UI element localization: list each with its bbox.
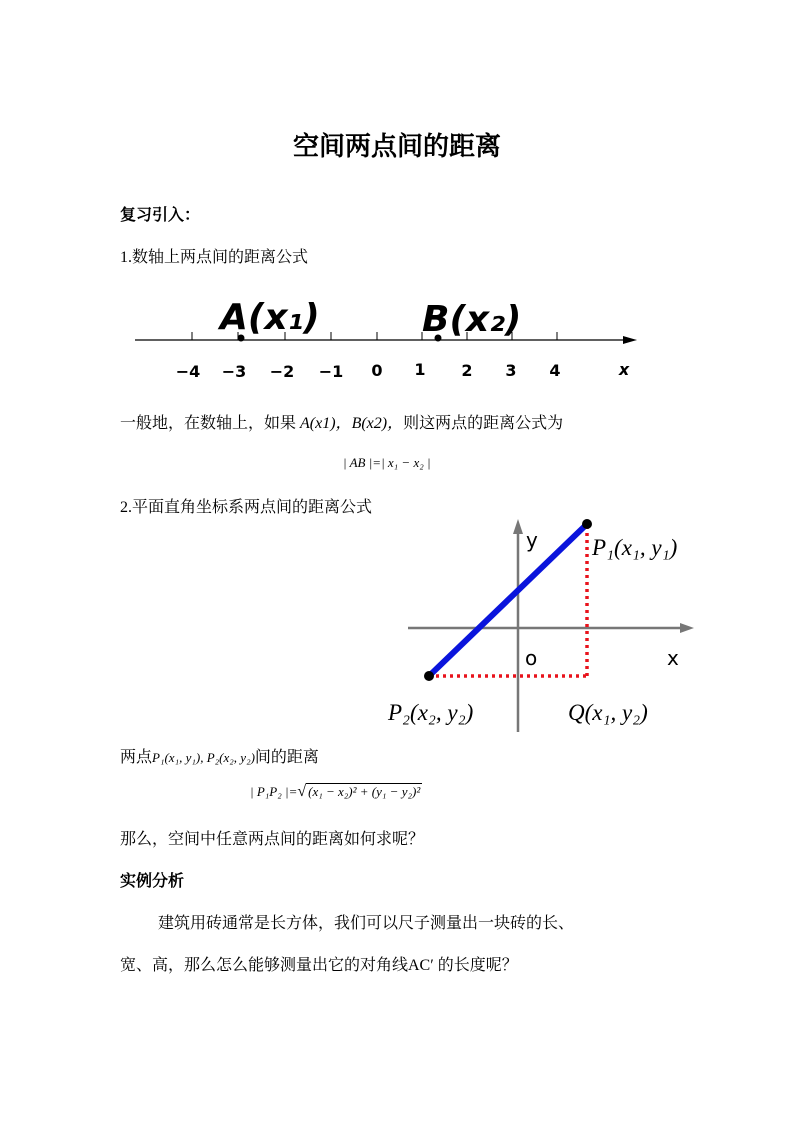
item2-points: P₁(x₁, y₁), P₂(x₂, y₂) xyxy=(152,750,255,765)
item1-heading: 1.数轴上两点间的距离公式 xyxy=(120,249,309,266)
tick-label-neg1: −1 xyxy=(318,362,344,381)
item1-point-b: B(x2)， xyxy=(351,415,404,432)
item2-text-before: 两点 xyxy=(120,749,153,766)
tick-label-neg4: −4 xyxy=(175,362,201,381)
tick-label-4: 4 xyxy=(549,361,561,380)
p2-label: P₂(x₂, y₂) xyxy=(388,700,474,725)
number-line-figure xyxy=(120,288,660,388)
x-axis-label: x xyxy=(667,646,679,670)
page-title: 空间两点间的距离 xyxy=(292,132,501,161)
axis-arrow-icon xyxy=(623,336,637,344)
item2-text-after: 间的距离 xyxy=(254,749,319,766)
example-heading: 实例分析 xyxy=(120,873,185,890)
item2-formula-lhs: | P₁P₂ |= xyxy=(250,784,298,799)
item2-paragraph xyxy=(120,744,319,767)
example-line-2: 宽、高，那么怎么能够测量出它的对角线AC′ 的长度呢？ xyxy=(120,957,518,974)
segment-p1p2 xyxy=(429,524,587,676)
item2-formula xyxy=(250,783,422,801)
p1-label: P₁(x₁, y₁) xyxy=(592,535,678,560)
review-heading: 复习引入： xyxy=(120,207,201,224)
question-line: 那么，空间中任意两点间的距离如何求呢？ xyxy=(120,831,425,848)
tick-label-neg3: −3 xyxy=(221,362,247,381)
origin-label: o xyxy=(525,646,538,670)
point-b-label: B(x₂) xyxy=(422,299,522,340)
item1-paragraph xyxy=(120,410,563,433)
point-a-label: A(x₁) xyxy=(220,297,320,338)
point-p1-dot xyxy=(582,519,592,529)
sqrt-icon: √ xyxy=(297,783,307,800)
item2-formula-radicand: (x₁ − x₂)² + (y₁ − y₂)² xyxy=(308,784,421,799)
q-label: Q(x₁, y₂) xyxy=(568,700,648,725)
tick-label-neg2: −2 xyxy=(269,362,295,381)
tick-label-2: 2 xyxy=(461,361,473,380)
coordinate-figure xyxy=(380,510,710,740)
tick-label-0: 0 xyxy=(371,361,383,380)
y-axis-label: y xyxy=(526,528,538,552)
item1-text-after: 则这两点的距离公式为 xyxy=(403,415,564,432)
item2-heading: 2.平面直角坐标系两点间的距离公式 xyxy=(120,499,373,516)
item1-formula: | AB |=| x₁ − x₂ | xyxy=(343,455,431,470)
item1-point-a: A(x1)， xyxy=(300,415,352,432)
tick-label-3: 3 xyxy=(505,361,517,380)
example-line-1: 建筑用砖通常是长方体，我们可以尺子测量出一块砖的长、 xyxy=(158,915,575,932)
item1-text-before: 一般地，在数轴上，如果 xyxy=(120,415,301,432)
axis-label-x: x xyxy=(618,360,630,379)
point-p2-dot xyxy=(424,671,434,681)
y-axis-arrow-icon xyxy=(513,519,523,534)
x-axis-arrow-icon xyxy=(680,623,694,633)
tick-label-1: 1 xyxy=(414,360,426,379)
